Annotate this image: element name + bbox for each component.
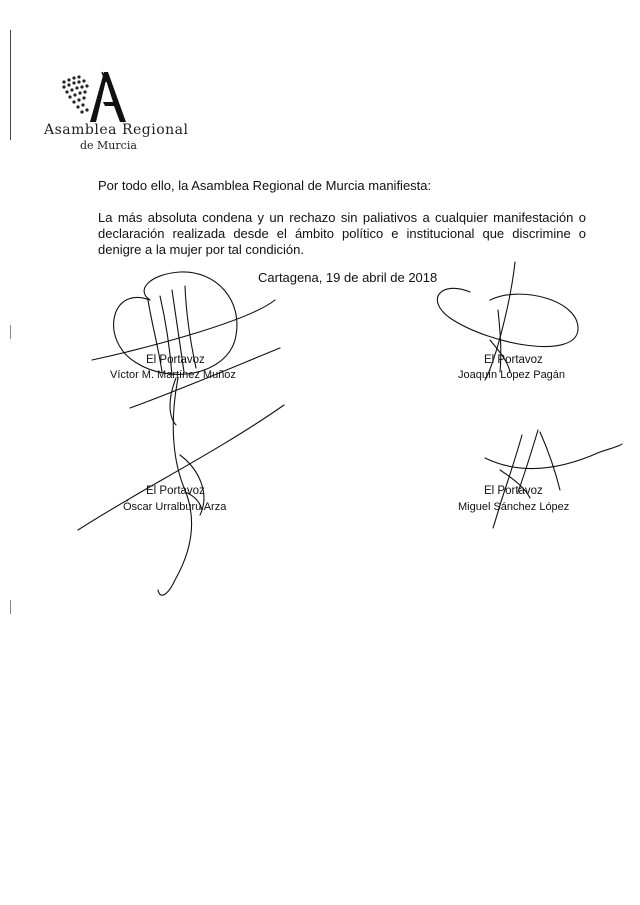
- signatory-title: El Portavoz: [146, 354, 205, 366]
- scan-edge-mark: [10, 600, 11, 614]
- signatory-title: El Portavoz: [484, 354, 543, 366]
- logo-name: Asamblea Regional: [44, 122, 189, 138]
- declaration-text: La más absoluta condena y un rechazo sin paliativos a cualquier manifestación o declaración realizada desde el ámbito político e institucional que discrimine o denigre a la mujer por tal condición.: [98, 210, 586, 257]
- logo-subname: de Murcia: [80, 139, 137, 152]
- signatory-title: El Portavoz: [484, 485, 543, 497]
- dateline: Cartagena, 19 de abril de 2018: [258, 270, 438, 285]
- scan-edge-line: [10, 30, 11, 140]
- scan-edge-mark: [10, 325, 11, 339]
- intro-text: Por todo ello, la Asamblea Regional de Murcia manifiesta:: [98, 178, 432, 193]
- signatory-name: Víctor M. Martínez Muñoz: [110, 369, 236, 381]
- signature-sanchez-lopez: [485, 430, 622, 528]
- asamblea-logo-icon: [58, 68, 138, 128]
- signatory-name: Miguel Sánchez López: [458, 501, 570, 513]
- signatory-name: Óscar Urralburu Arza: [123, 501, 227, 513]
- signature-martinez-munoz: [92, 272, 280, 425]
- signatory-title: El Portavoz: [146, 485, 205, 497]
- signatory-name: Joaquín López Pagán: [458, 369, 566, 381]
